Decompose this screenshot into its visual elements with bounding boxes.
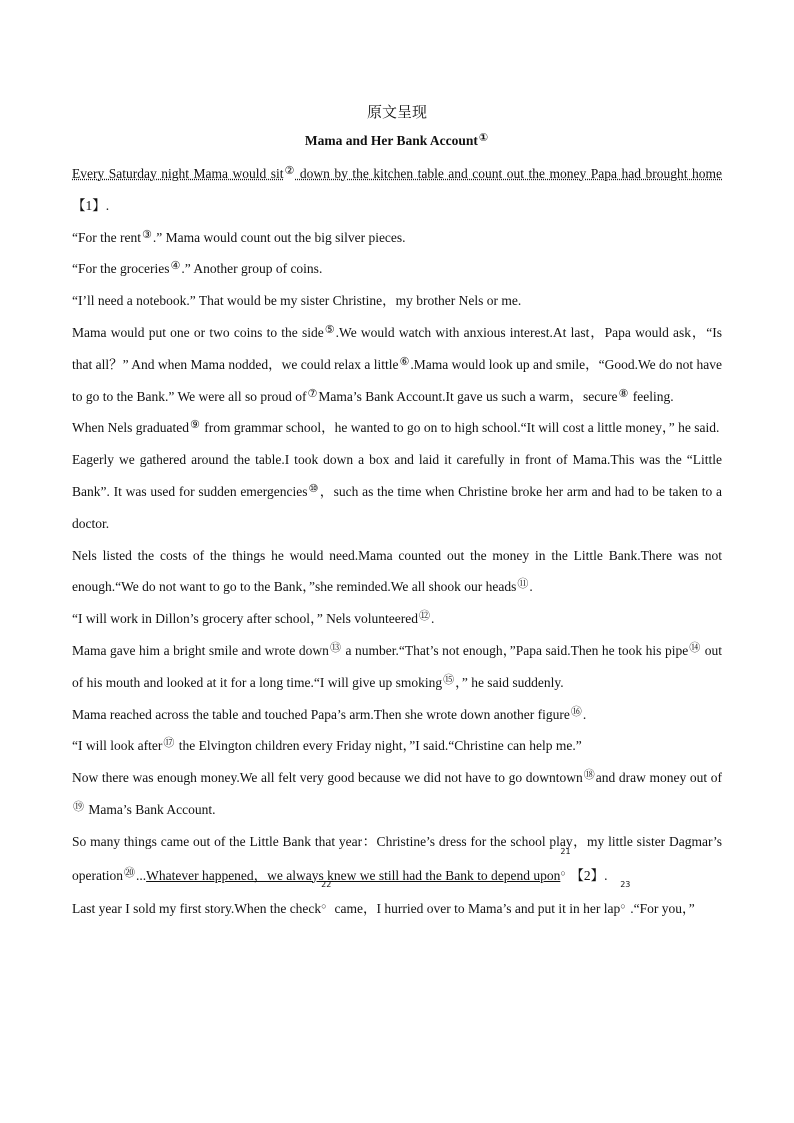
note-marker: ⑦ <box>307 386 318 400</box>
note-marker: ⑰ <box>163 736 175 750</box>
note-marker: ⑫ <box>419 609 431 623</box>
paragraph-5: Mama would put one or two coins to the side⑤.We would watch with anxious interest.At last，Papa would ask，“Is that all？” And when Mama nodded，we could relax a little⑥.Mama would look up and smile，“Good.We do not have to go to the Bank.” We were all so proud of⑦Mama’s Bank Account.It gave us such a warm，secure⑧ feeling. <box>72 322 723 404</box>
paragraph-6: When Nels graduated⑨ from grammar school，he wanted to go on to high school.“It will cost a little money，” he said. <box>72 418 720 436</box>
article-body <box>72 158 722 925</box>
note-marker: ⑤ <box>324 322 335 336</box>
note-marker: ⑭ <box>689 640 701 654</box>
paragraph-1: Every Saturday night Mama would sit② down by the kitchen table and count out the money Papa had brought home【1】. <box>72 164 722 213</box>
paragraph-13: Now there was enough money.We all felt very good because we did not have to go downtown⑱and draw money out of⑲ Mama’s Bank Account. <box>72 768 722 817</box>
paragraph-2: “For the rent③.” Mama would count out the big silver pieces. <box>72 227 406 245</box>
note-marker: 21 ○ <box>560 846 571 878</box>
note-marker: ⑩ <box>308 481 319 495</box>
note-marker: ① <box>478 131 489 144</box>
paragraph-9: “I will work in Dillon’s grocery after school，” Nels volunteered⑫. <box>72 609 435 627</box>
paragraph-4: “I’ll need a notebook.” That would be my sister Christine，my brother Nels or me. <box>72 293 522 309</box>
note-marker: 23 ○ <box>620 880 631 912</box>
paragraph-14: So many things came out of the Little Bank that year：Christine’s dress for the school play，my little sister Dagmar’s operation⑳...Whatever happened，we always knew we still had the Bank to depend upon 21 ○ 【2】. <box>72 826 722 892</box>
note-marker: ⑪ <box>517 577 529 591</box>
note-marker: ② <box>284 164 295 177</box>
note-marker: 22 ○ <box>321 880 332 912</box>
note-marker: ⑲ <box>73 799 84 813</box>
article-title: Mama and Her Bank Account① <box>304 131 489 148</box>
note-marker: ③ <box>141 227 152 241</box>
note-marker: ⑨ <box>189 418 200 432</box>
paragraph-15: Last year I sold my first story.When the check 22 ○ came，I hurried over to Mama’s and put it in her lap 23 ○ .“For you，” <box>72 891 722 925</box>
paragraph-3: “For the groceries④.” Another group of coins. <box>72 259 323 277</box>
paragraph-12: “I will look after⑰ the Elvington children every Friday night，”I said.“Christine can help me.” <box>72 736 582 754</box>
note-marker: ⑱ <box>583 768 595 782</box>
note-marker: ⑧ <box>618 386 629 400</box>
note-marker: ⑯ <box>570 704 582 718</box>
paragraph-8: Nels listed the costs of the things he would need.Mama counted out the money in the Little Bank.There was not enough.“We do not want to go to the Bank，”she reminded.We all shook our heads⑪. <box>72 547 722 595</box>
paragraph-7: Eagerly we gathered around the table.I took down a box and laid it carefully in front of Mama.This was the “Little Bank”. It was used for sudden emergencies⑩，such as the time when Christine broke her arm and had to be taken to a doctor. <box>72 452 722 531</box>
paragraph-10: Mama gave him a bright smile and wrote down⑬ a number.“That’s not enough，”Papa said.Then he took his pipe⑭ out of his mouth and looked at it for a long time.“I will give up smoking⑮，” he said suddenly. <box>72 640 722 690</box>
note-marker: ⑬ <box>329 640 341 654</box>
section-heading: 原文呈现 <box>366 103 427 121</box>
note-marker: ④ <box>170 259 181 273</box>
paragraph-11: Mama reached across the table and touched Papa’s arm.Then she wrote down another figure⑯. <box>72 704 587 722</box>
note-marker: ⑮ <box>443 672 455 686</box>
note-marker: ⑥ <box>399 354 410 368</box>
note-marker: ⑳ <box>123 865 135 879</box>
